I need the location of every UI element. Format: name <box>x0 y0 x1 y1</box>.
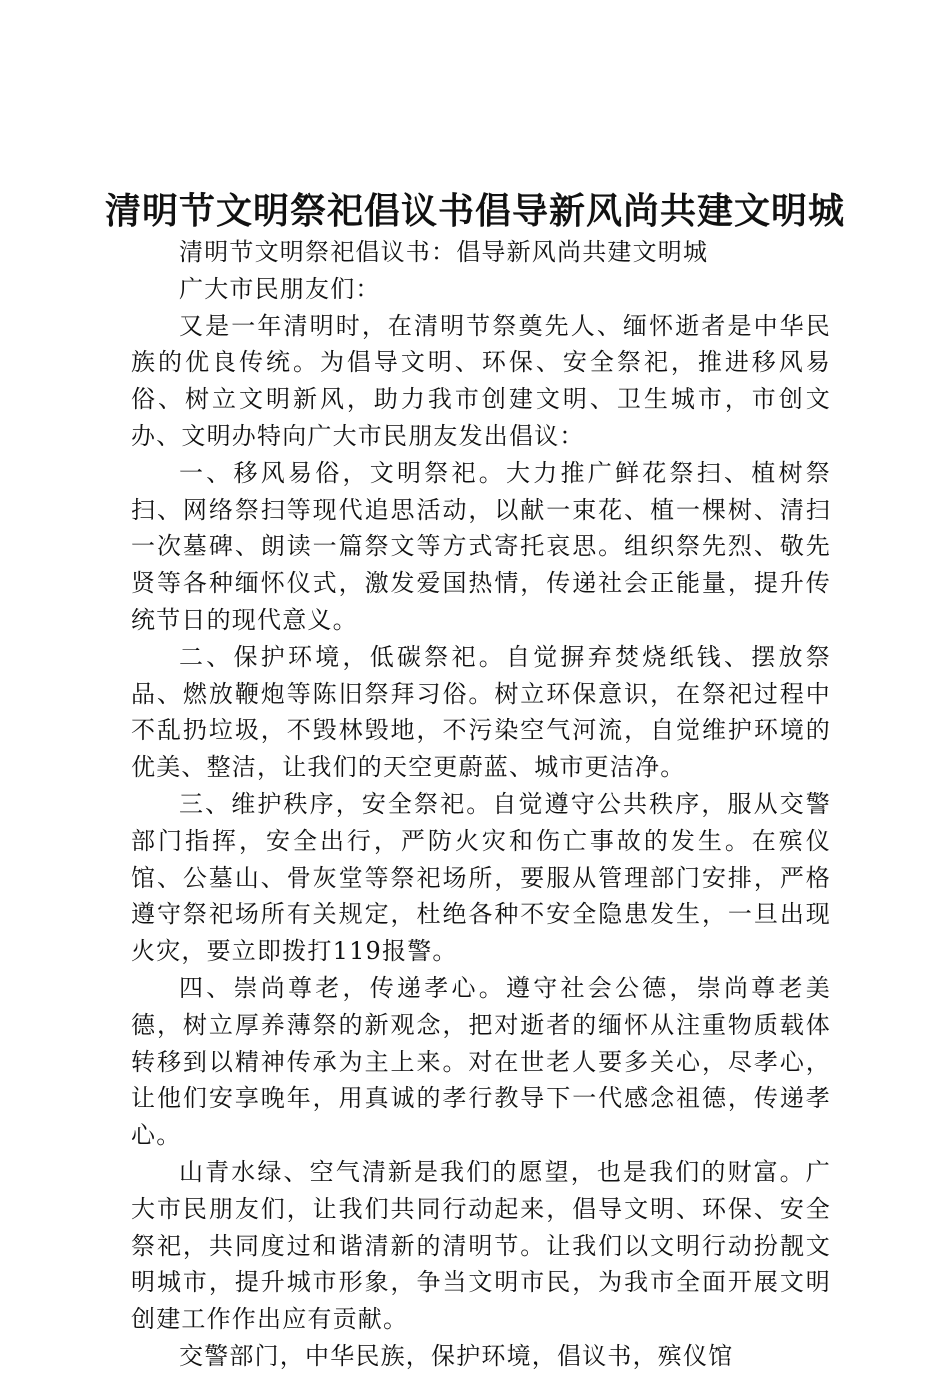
paragraph-closing: 山青水绿、空气清新是我们的愿望，也是我们的财富。广大市民朋友们，让我们共同行动起来，倡导文明、环保、安全祭祀，共同度过和谐清新的清明节。让我们以文明行动扮靓文明城市，提升城市形象，争当文明市民，为我市全面开展文明创建工作作出应有贡献。 <box>131 1157 831 1334</box>
paragraph-item-4: 四、崇尚尊老，传递孝心。遵守社会公德，崇尚尊老美德，树立厚养薄祭的新观念，把对逝者的缅怀从注重物质载体转移到以精神传承为主上来。对在世老人要多关心，尽孝心，让他们安享晚年，用真诚的孝行教导下一代感念祖德，传递孝心。 <box>131 973 831 1150</box>
document-body <box>131 234 831 1375</box>
salutation: 广大市民朋友们： <box>179 274 381 303</box>
paragraph-item-1: 一、移风易俗，文明祭祀。大力推广鲜花祭扫、植树祭扫、网络祭扫等现代追思活动，以献一束花、植一棵树、清扫一次墓碑、朗读一篇祭文等方式寄托哀思。组织祭先烈、敬先贤等各种缅怀仪式，激发爱国热情，传递社会正能量，提升传统节日的现代意义。 <box>131 458 831 634</box>
keywords-line: 交警部门，中华民族，保护环境，倡议书，殡仪馆 <box>179 1341 734 1370</box>
document-title: 清明节文明祭祀倡议书倡导新风尚共建文明城 <box>104 191 845 232</box>
paragraph-intro: 又是一年清明时，在清明节祭奠先人、缅怀逝者是中华民族的优良传统。为倡导文明、环保、安全祭祀，推进移风易俗、树立文明新风，助力我市创建文明、卫生城市，市创文办、文明办特向广大市民朋友发出倡议： <box>131 311 831 450</box>
paragraph-item-2: 二、保护环境，低碳祭祀。自觉摒弃焚烧纸钱、摆放祭品、燃放鞭炮等陈旧祭拜习俗。树立环保意识，在祭祀过程中不乱扔垃圾，不毁林毁地，不污染空气河流，自觉维护环境的优美、整洁，让我们的天空更蔚蓝、城市更洁净。 <box>131 642 831 782</box>
document-subtitle: 清明节文明祭祀倡议书：倡导新风尚共建文明城 <box>179 238 709 266</box>
paragraph-item-3: 三、维护秩序，安全祭祀。自觉遵守公共秩序，服从交警部门指挥，安全出行，严防火灾和伤亡事故的发生。在殡仪馆、公墓山、骨灰堂等祭祀场所，要服从管理部门安排，严格遵守祭祀场所有关规定，杜绝各种不安全隐患发生，一旦出现火灾，要立即拨打119报警。 <box>131 789 831 966</box>
